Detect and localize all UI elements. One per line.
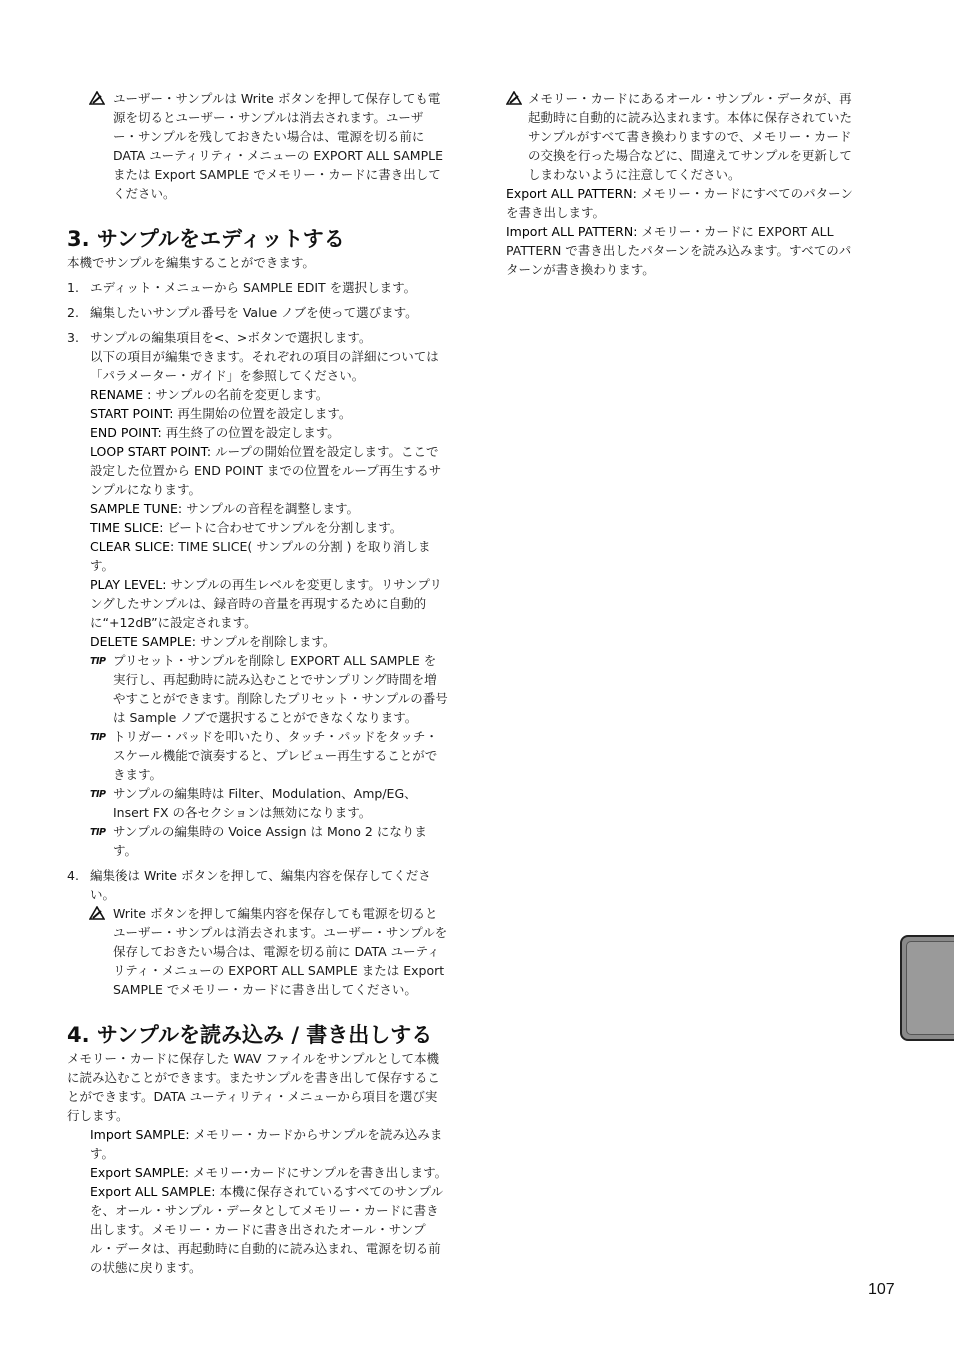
step-1 bbox=[67, 278, 448, 297]
step-number: 1. bbox=[67, 280, 79, 295]
tip-icon: TIP bbox=[90, 656, 106, 667]
tip-text: プリセット・サンプルを削除し EXPORT ALL SAMPLE を実行し、再起動時に読み込むことでサンプリング時間を増やすことができます。削除したプリセット・サンプルの番号は Sample ノブで選択することができなくなります。 bbox=[113, 653, 448, 725]
warning-text: Write ボタンを押して編集内容を保存しても電源を切るとユーザー・サンプルは消去されます。ユーザー・サンプルを保存しておきたい場合は、電源を切る前に DATA ユーティリティ・メニューの EXPORT ALL SAMPLE または Export SAMPLE でメモリー・カードに書き出してください。 bbox=[113, 906, 448, 997]
item-desc: メモリー・カードからサンプルを読み込みます。 bbox=[90, 1127, 443, 1161]
warning-text: メモリー・カードにあるオール・サンプル・データが、再起動時に自動的に読み込まれます。本体に保存されていたサンプルがすべて書き換わりますので、メモリー・カードの交換を行った場合などに、間違えてサンプルを更新してしまわないように注意してください。 bbox=[528, 91, 853, 182]
param-desc: サンプルを削除します。 bbox=[196, 634, 336, 649]
tip-icon: TIP bbox=[90, 789, 106, 800]
warning-triangle-icon bbox=[89, 91, 105, 105]
item-import-sample bbox=[67, 1125, 448, 1163]
step-text: 編集後は Write ボタンを押して、編集内容を保存してください。 bbox=[90, 868, 431, 902]
tip-icon: TIP bbox=[90, 732, 106, 743]
param-desc: サンプルの名前を変更します。 bbox=[151, 387, 329, 402]
param-term: TIME SLICE: bbox=[90, 520, 164, 535]
item-term: Import ALL PATTERN: bbox=[506, 224, 638, 239]
step-number: 4. bbox=[67, 868, 79, 883]
item-term: Import SAMPLE: bbox=[90, 1127, 190, 1142]
section-3-heading: 3. サンプルをエディットする bbox=[67, 227, 345, 251]
param-term: PLAY LEVEL: bbox=[90, 577, 167, 592]
param-term: LOOP START POINT: bbox=[90, 444, 212, 459]
item-term: Export ALL SAMPLE: bbox=[90, 1184, 216, 1199]
item-export-all-pattern bbox=[506, 184, 863, 222]
warning-triangle-icon bbox=[506, 91, 522, 105]
page-number: 107 bbox=[868, 1281, 895, 1298]
param-term: END POINT: bbox=[90, 425, 162, 440]
step-number: 2. bbox=[67, 305, 79, 320]
param-sample-tune bbox=[67, 499, 448, 518]
warning-note bbox=[506, 89, 863, 184]
section-4-heading: 4. サンプルを読み込み / 書き出しする bbox=[67, 1023, 433, 1047]
section-4-intro: メモリー・カードに保存した WAV ファイルをサンプルとして本機に読み込むことができます。またサンプルを書き出して保存することができます。DATA ユーティリティ・メニューから項目を選び実行します。 bbox=[67, 1051, 440, 1123]
param-term: RENAME : bbox=[90, 387, 152, 402]
item-export-all-sample bbox=[67, 1182, 448, 1277]
param-delete-sample bbox=[67, 632, 448, 651]
param-desc: TIME SLICE( サンプルの分割 ) を取り消します。 bbox=[90, 539, 431, 573]
param-desc: ビートに合わせてサンプルを分割します。 bbox=[163, 520, 403, 535]
param-desc: ループの開始位置を設定します。ここで設定した位置から END POINT までの位置をループ再生するサンプルになります。 bbox=[90, 444, 442, 497]
param-term: CLEAR SLICE: bbox=[90, 539, 175, 554]
param-end-point bbox=[67, 423, 448, 442]
step-3 bbox=[67, 328, 448, 347]
param-term: START POINT: bbox=[90, 406, 174, 421]
param-desc: 再生開始の位置を設定します。 bbox=[173, 406, 352, 421]
left-column bbox=[67, 89, 448, 1277]
param-term: DELETE SAMPLE: bbox=[90, 634, 197, 649]
item-desc: 本機に保存されているすべてのサンプルを、オール・サンプル・データとしてメモリー・カードに書き出します。メモリー・カードに書き出されたオール・サンプル・データは、再起動時に自動的に読み込まれ、電源を切る前の状態に戻ります。 bbox=[90, 1184, 444, 1275]
chapter-tab bbox=[900, 935, 954, 1041]
param-start-point bbox=[67, 404, 448, 423]
tip-icon: TIP bbox=[90, 827, 106, 838]
step-text: 編集したいサンプル番号を Value ノブを使って選びます。 bbox=[90, 305, 418, 320]
warning-note bbox=[67, 89, 448, 203]
param-desc: サンプルの再生レベルを変更します。リサンプリングしたサンプルは、録音時の音量を再現するために自動的に“+12dB”に設定されます。 bbox=[90, 577, 442, 630]
item-term: Export ALL PATTERN: bbox=[506, 186, 637, 201]
step-3-description: 以下の項目が編集できます。それぞれの項目の詳細については「パラメーター・ガイド」を参照してください。 bbox=[90, 349, 439, 383]
param-time-slice bbox=[67, 518, 448, 537]
tip-text: サンプルの編集時の Voice Assign は Mono 2 になります。 bbox=[113, 824, 427, 858]
section-3-intro: 本機でサンプルを編集することができます。 bbox=[67, 255, 315, 270]
param-play-level bbox=[67, 575, 448, 632]
param-loop-start-point bbox=[67, 442, 448, 499]
param-desc: サンプルの音程を調整します。 bbox=[182, 501, 359, 516]
param-rename bbox=[67, 385, 448, 404]
tip-text: トリガー・パッドを叩いたり、タッチ・パッドをタッチ・スケール機能で演奏すると、プレビュー再生することができます。 bbox=[113, 729, 438, 782]
item-import-all-pattern bbox=[506, 222, 863, 279]
step-text: サンプルの編集項目を<、>ボタンで選択します。 bbox=[90, 330, 372, 345]
tip-note bbox=[67, 822, 448, 860]
item-desc: メモリー・カードにすべてのパターンを書き出します。 bbox=[506, 186, 853, 220]
step-4-warning bbox=[67, 904, 448, 999]
item-desc: メモリー･カードにサンプルを書き出します。 bbox=[189, 1165, 448, 1180]
param-clear-slice bbox=[67, 537, 448, 575]
param-desc: 再生終了の位置を設定します。 bbox=[161, 425, 340, 440]
tip-note bbox=[67, 651, 448, 727]
step-number: 3. bbox=[67, 330, 79, 345]
item-export-sample bbox=[67, 1163, 448, 1182]
tip-note bbox=[67, 727, 448, 784]
tip-note bbox=[67, 784, 448, 822]
tip-text: サンプルの編集時は Filter、Modulation、Amp/EG、Insert FX の各セクションは無効になります。 bbox=[113, 786, 417, 820]
param-term: SAMPLE TUNE: bbox=[90, 501, 183, 516]
step-text: エディット・メニューから SAMPLE EDIT を選択します。 bbox=[90, 280, 417, 295]
warning-text: ユーザー・サンプルは Write ボタンを押して保存しても電源を切るとユーザー・サンプルは消去されます。ユーザー・サンプルを残しておきたい場合は、電源を切る前に DATA ユーティリティ・メニューの EXPORT ALL SAMPLE または Export SAMPLE でメモリー・カードに書き出してください。 bbox=[113, 91, 443, 201]
item-desc: メモリー・カードに EXPORT ALL PATTERN で書き出したパターンを読み込みます。すべてのパターンが書き換わります。 bbox=[506, 224, 852, 277]
step-2 bbox=[67, 303, 448, 322]
step-4 bbox=[67, 866, 448, 904]
right-column bbox=[506, 89, 863, 279]
warning-triangle-icon bbox=[89, 906, 105, 920]
item-term: Export SAMPLE: bbox=[90, 1165, 190, 1180]
